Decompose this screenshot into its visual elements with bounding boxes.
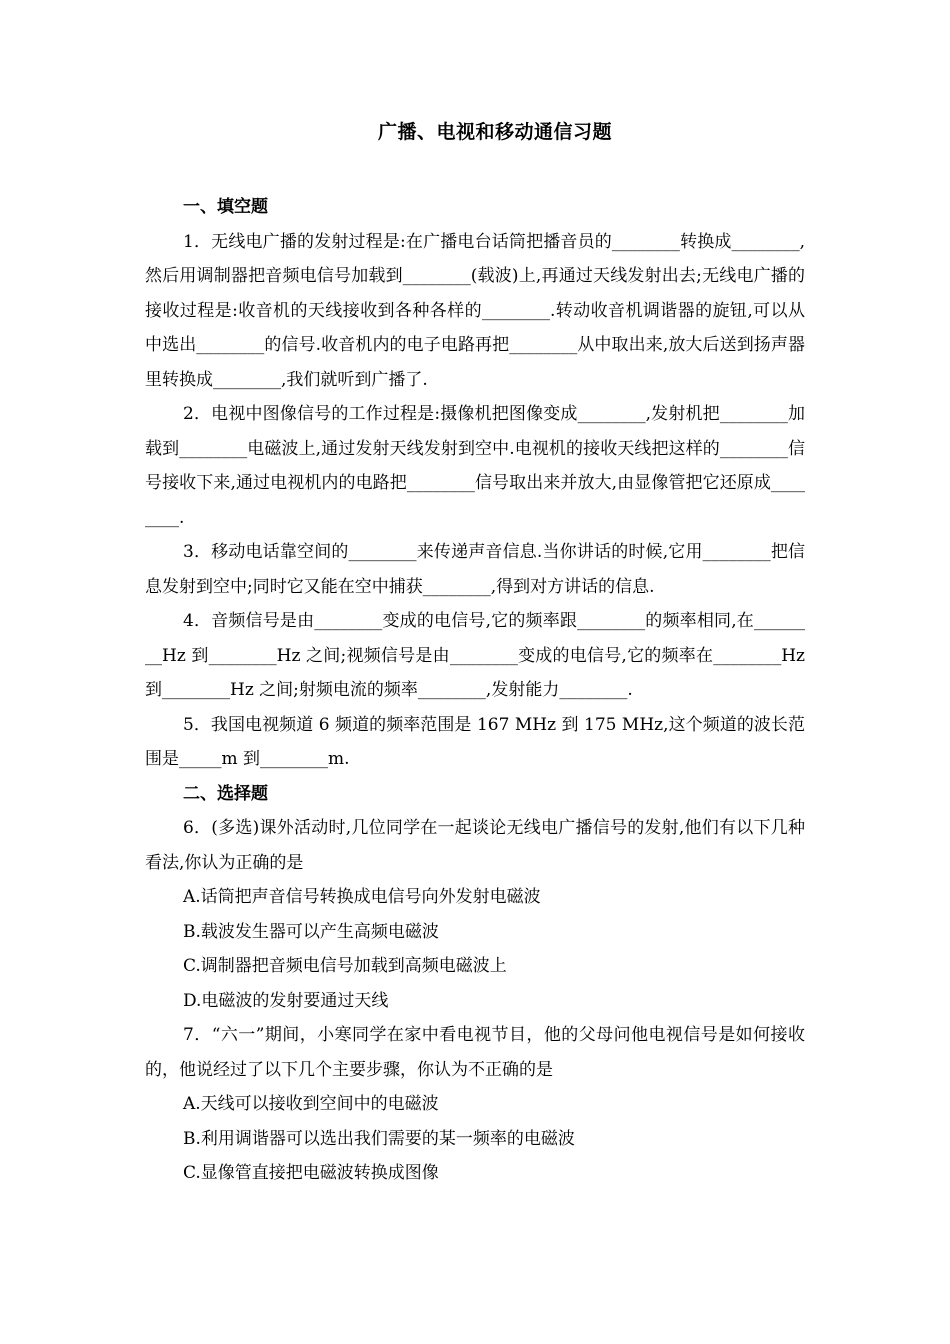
question-6-option-a: A.话筒把声音信号转换成电信号向外发射电磁波 (183, 887, 541, 907)
question-3: 3．移动电话靠空间的________来传递声音信息.当你讲话的时候,它用________把信息发射到空中;同时它又能在空中捕获________,得到对方讲话的信息. (145, 542, 805, 597)
question-1: 1．无线电广播的发射过程是:在广播电台话筒把播音员的________转换成________,然后用调制器把音频电信号加载到________(载波)上,再通过天线发射出去;无线电广播的接收过程是:收音机的天线接收到各种各样的________.转动收音机调谐器的旋钮,可以从中选出________的信号.收音机内的电子电路再把________从中取出来,放大后送到扬声器里转换成________,我们就听到广播了. (145, 231, 805, 390)
question-7-stem: 7．“六一”期间，小寒同学在家中看电视节目，他的父母问他电视信号是如何接收的，他说经过了以下几个主要步骤，你认为不正确的是 (145, 1025, 805, 1080)
question-7-option-b: B.利用调谐器可以选出我们需要的某一频率的电磁波 (183, 1128, 575, 1149)
question-7-option-a: A.天线可以接收到空间中的电磁波 (183, 1094, 439, 1114)
section-heading-fill-in: 一、填空题 (183, 197, 268, 217)
question-6-stem: 6．(多选)课外活动时,几位同学在一起谈论无线电广播信号的发射,他们有以下几种看法,你认为正确的是 (145, 818, 805, 873)
section-heading-choice: 二、选择题 (183, 783, 268, 804)
document-body (145, 190, 805, 1191)
question-6-option-d: D.电磁波的发射要通过天线 (183, 990, 389, 1011)
question-5: 5．我国电视频道 6 频道的频率范围是 167 MHz 到 175 MHz,这个频道的波长范围是_____m 到________m. (145, 714, 805, 769)
question-6-option-c: C.调制器把音频电信号加载到高频电磁波上 (183, 956, 507, 976)
document-title: 广播、电视和移动通信习题 (377, 121, 612, 143)
question-6-option-b: B.载波发生器可以产生高频电磁波 (183, 921, 439, 942)
question-2: 2．电视中图像信号的工作过程是:摄像机把图像变成________,发射机把________加载到________电磁波上,通过发射天线发射到空中.电视机的接收天线把这样的________信号接收下来,通过电视机内的电路把________信号取出来并放大,由显像管把它还原成________. (145, 404, 805, 528)
question-4: 4．音频信号是由________变成的电信号,它的频率跟________的频率相同,在________Hz 到________Hz 之间;视频信号是由________变成的电信号,它的频率在________Hz 到________Hz 之间;射频电流的频率________,发射能力________. (145, 611, 805, 700)
question-7-option-c: C.显像管直接把电磁波转换成图像 (183, 1163, 439, 1183)
